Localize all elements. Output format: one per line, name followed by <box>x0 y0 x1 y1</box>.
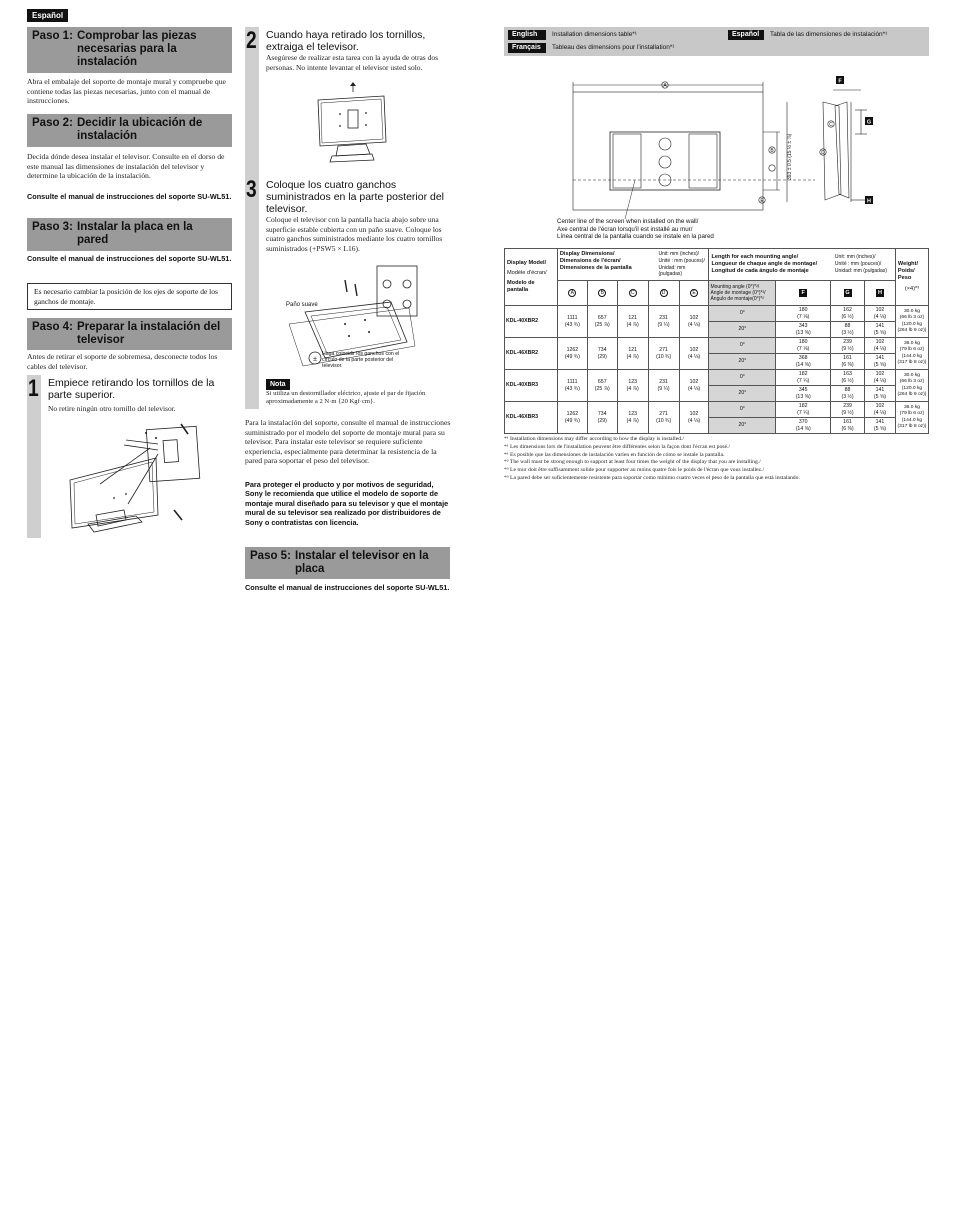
step1-body: No retire ningún otro tornillo del televisor. <box>48 404 176 413</box>
tab-espanol: Español <box>728 30 764 40</box>
length-cell-f: 370 (14 ⅝) <box>776 418 831 434</box>
step2-title: Cuando haya retirado los tornillos, extraiga el televisor. <box>266 29 426 53</box>
dim-letter-f: F <box>838 78 842 85</box>
sony-recommendation: Para proteger el producto y por motivos de seguridad, Sony le recomienda que utilice el modelo de soporte de montaje mural diseñado para su televisor y que el montaje mural de su televisor sea realizado por distribuidores de Sony o contratistas con licencia. <box>245 480 449 527</box>
french-table-title: Tableau des dimensions pour l'installation*¹ <box>552 44 675 51</box>
paso3-number: Paso 3: <box>32 221 73 233</box>
table-row <box>505 370 929 386</box>
weight-cell: 36.0 kg (79 lb 6 oz) (144.0 kg (317 lb 8 oz)) <box>895 402 928 434</box>
paso3-title: Instalar la placa en la pared <box>77 221 193 246</box>
length-cell-f: 180 (7 ⅛) <box>776 338 831 354</box>
paso4-number: Paso 4: <box>32 321 73 333</box>
model-cell: KDL-40XBR3 <box>505 370 558 402</box>
paso1-body: Abra el embalaje del soporte de montaje mural y compruebe que contiene todas las piezas necesarias, junto con el manual de instrucciones. <box>27 77 226 106</box>
paso4-title: Preparar la instalación del televisor <box>77 321 221 346</box>
length-cell-h: 141 (5 ⅝) <box>865 418 896 434</box>
col-letter-g: G <box>845 290 850 297</box>
length-cell-h: 141 (5 ⅝) <box>865 386 896 402</box>
col-letter-a: A <box>568 289 576 297</box>
angle-cell: 20° <box>709 354 776 370</box>
angle-cell: 20° <box>709 322 776 338</box>
steps-2-3-sidebar <box>245 27 259 409</box>
dim-letter-c: C <box>829 122 833 128</box>
paso1-number: Paso 1: <box>32 30 73 42</box>
length-cell-h: 102 (4 ⅛) <box>865 402 896 418</box>
center-line-caption <box>557 218 714 241</box>
header-display-dimensions: Unit: mm (inches)/ Unité : mm (pouces)/ Unidad: mm (pulgadas) Display Dimensions/ Dimensions de l'écran/ Dimensiones de la pantalla <box>557 249 709 281</box>
paso4-body: Antes de retirar el soporte de sobremesa, desconecte todos los cables del televisor. <box>27 352 218 371</box>
dim-cell-e: 102 (4 ⅛) <box>679 402 709 434</box>
length-cell-f: 368 (14 ⅝) <box>776 354 831 370</box>
dim-cell-c: 121 (4 ⅞) <box>617 338 648 370</box>
footnote: *² The wall must be strong enough to support at least four times the weight of the display that you are installing./ <box>504 459 761 466</box>
dim-cell-d: 271 (10 ¾) <box>648 402 679 434</box>
dim-cell-b: 657 (25 ⅞) <box>587 370 617 402</box>
model-cell: KDL-46XBR3 <box>505 402 558 434</box>
length-cell-h: 102 (4 ⅛) <box>865 306 896 322</box>
footnote: *¹ Les dimensions lors de l'installation peuvent être différentes selon la façon dont l'écran est posé./ <box>504 443 731 450</box>
length-cell-g: 161 (6 ⅜) <box>831 418 865 434</box>
paso1-title: Comprobar las piezas necesarias para la instalación <box>77 30 197 68</box>
language-tag: Español <box>27 9 68 22</box>
length-cell-f: 345 (13 ⅝) <box>776 386 831 402</box>
length-cell-h: 141 (5 ⅝) <box>865 322 896 338</box>
footnote: *¹ Es posible que las dimensiones de instalación varíen en función de cómo se instale la pantalla. <box>504 451 725 458</box>
angle-cell: 20° <box>709 386 776 402</box>
length-cell-g: 163 (6 ½) <box>831 370 865 386</box>
model-cell: KDL-40XBR2 <box>505 306 558 338</box>
header-mounting-angle: Mounting angle (0°)*²/ Angle de montage (0°)*²/ Ángulo de montaje(0°)*² <box>709 281 776 306</box>
step3-body: Coloque el televisor con la pantalla hacia abajo sobre una superficie estable cubierta con un paño suave. Coloque los cuatro ganchos suministrados mediante los cuatro tornillos suministrados (+PSW5 × L16). <box>266 215 443 253</box>
header-display-model: Display Model/ Modèle d'écran/ Modelo de pantalla <box>505 249 558 306</box>
step3-title: Coloque los cuatro ganchos suministrados en la parte posterior del televisor. <box>266 179 445 215</box>
dim-cell-d: 271 (10 ¾) <box>648 338 679 370</box>
length-cell-g: 239 (9 ½) <box>831 338 865 354</box>
tab-francais: Français <box>508 43 546 53</box>
dim-cell-e: 102 (4 ⅛) <box>679 370 709 402</box>
dim-letter-b: B <box>770 148 774 154</box>
paso2-body: Decida dónde desea instalar el televisor. Consulte en el dorso de este manual las dimensiones de instalación del televisor y determine la ubicación de la instalación. <box>27 152 225 181</box>
weight-cell: 36.0 kg (79 lb 6 oz) (144.0 kg (317 lb 8 oz)) <box>895 338 928 370</box>
dim-letter-e: E <box>760 198 764 204</box>
table-row <box>505 402 929 418</box>
footnote: *¹ Installation dimensions may differ according to how the display is installed./ <box>504 436 685 442</box>
paso2-heading <box>27 114 232 147</box>
installation-dimensions-diagram <box>555 72 885 222</box>
dim-cell-a: 1111 (43 ¾) <box>557 370 587 402</box>
dim-letter-a: A <box>663 83 667 89</box>
header-mounting-length: Unit: mm (inches)/ Unité : mm (pouces)/ Unidad: mm (pulgadas) Length for each mounting angle/ Longueur de chaque angle de montage/ Longitud de cada ángulo de montaje <box>709 249 895 281</box>
footnote: *³ Le mur doit être suffisamment solide pour supporter au moins quatre fois le poids de l'écran que vous installez./ <box>504 467 765 474</box>
paso2-title: Decidir la ubicación de instalación <box>77 117 203 142</box>
paso4-heading <box>27 318 232 350</box>
dim-cell-b: 657 (25 ⅞) <box>587 306 617 338</box>
paso5-number: Paso 5: <box>250 550 291 562</box>
step1-illustration <box>66 420 206 535</box>
length-cell-g: 162 (6 ½) <box>831 306 865 322</box>
length-cell-h: 141 (5 ⅝) <box>865 354 896 370</box>
dim-cell-e: 102 (4 ⅛) <box>679 338 709 370</box>
dim-cell-b: 734 (29) <box>587 402 617 434</box>
angle-cell: 0° <box>709 306 776 322</box>
installation-paragraph: Para la instalación del soporte, consulte el manual de instrucciones suministrado por el modelo del soporte de montaje mural para su televisor. Para instalar este televisor se requiere suficiente experiencia, especialmente para determinar la resistencia de la pared para soportar el peso del televisor. <box>245 418 451 466</box>
angle-cell: 0° <box>709 370 776 386</box>
installation-dimensions-table <box>504 248 929 434</box>
length-cell-f: 180 (7 ⅛) <box>776 306 831 322</box>
col-letter-h: H <box>876 289 884 297</box>
angle-cell: 20° <box>709 418 776 434</box>
length-cell-f: 343 (13 ⅝) <box>776 322 831 338</box>
table-row <box>505 306 929 322</box>
paso1-heading <box>27 27 232 73</box>
caption-line-es: Línea central de la pantalla cuando se instale en la pared <box>557 233 714 240</box>
weight-cell: 30.0 kg (66 lb 3 oz) (120.0 kg (264 lb 9 oz)) <box>895 370 928 402</box>
step1-number: 1 <box>28 375 39 402</box>
table-row <box>505 338 929 354</box>
spanish-table-title: Tabla de las dimensiones de instalación*¹ <box>770 31 888 38</box>
label-pano-suave: Paño suave <box>286 302 318 308</box>
paso5-title: Instalar el televisor en la placa <box>295 550 429 575</box>
dim-letter-g: G <box>866 119 872 126</box>
length-cell-g: 161 (6 ⅜) <box>831 354 865 370</box>
paso5-reference: Consulte el manual de instrucciones del soporte SU-WL51. <box>245 583 450 592</box>
col-letter-b: B <box>598 289 606 297</box>
col-letter-c: C <box>629 289 637 297</box>
angle-cell: 0° <box>709 402 776 418</box>
nota-body: Si utiliza un destornillador eléctrico, ajuste el par de fijación aproximadamente a 2 N·m {20 Kgf·cm}. <box>266 390 426 406</box>
dim-cell-e: 102 (4 ⅛) <box>679 306 709 338</box>
dim-cell-a: 1111 (43 ¾) <box>557 306 587 338</box>
dim-cell-c: 123 (4 ⅞) <box>617 402 648 434</box>
paso5-heading <box>245 547 450 579</box>
caption-line-fr: Axe central de l'écran lorsqu'il est installé au mur/ <box>557 225 693 233</box>
caption-line-en: Center line of the screen when installed on the wall/ <box>557 218 699 225</box>
dim-letter-d: D <box>821 150 825 156</box>
weight-cell: 30.0 kg (66 lb 3 oz) (120.0 kg (264 lb 9 oz)) <box>895 306 928 338</box>
english-table-title: Installation dimensions table*¹ <box>552 31 637 38</box>
label-hooks-circle: Haga coincidir los ganchos con el círculo de la parte posterior del televisor. <box>322 351 400 369</box>
model-cell: KDL-46XBR2 <box>505 338 558 370</box>
footnote: *³ La pared debe ser suficientemente resistente para soportar como mínimo cuatro veces el peso de la pantalla que está instalando. <box>504 475 800 481</box>
dim-cell-d: 231 (9 ¼) <box>648 306 679 338</box>
nota-tag: Nota <box>266 379 290 390</box>
step2-number: 2 <box>246 27 257 54</box>
length-cell-f: 182 (7 ¼) <box>776 370 831 386</box>
dim-cell-a: 1262 (49 ¾) <box>557 338 587 370</box>
dim-cell-c: 123 (4 ⅞) <box>617 370 648 402</box>
paso3-heading <box>27 218 232 251</box>
svg-text:±: ± <box>313 356 317 363</box>
length-cell-g: 88 (3 ½) <box>831 386 865 402</box>
step2-illustration <box>312 82 392 164</box>
dim-letter-h: H <box>867 198 871 205</box>
length-cell-f: 182 (7 ¼) <box>776 402 831 418</box>
length-cell-h: 102 (4 ⅛) <box>865 338 896 354</box>
col-letter-f: F <box>799 289 807 297</box>
paso2-number: Paso 2: <box>32 117 73 129</box>
step3-number: 3 <box>246 176 257 203</box>
paso3-note-box: Es necesario cambiar la posición de los ejes de soporte de los ganchos de montaje. <box>27 283 232 310</box>
step1-title: Empiece retirando los tornillos de la parte superior. <box>48 377 215 401</box>
col-letter-e: E <box>690 289 698 297</box>
header-weight: Weight/ Poids/ Peso (×4)*³ <box>895 249 928 306</box>
dim-cell-b: 734 (29) <box>587 338 617 370</box>
paso2-reference: Consulte el manual de instrucciones del soporte SU-WL51. <box>27 192 232 201</box>
dim-cell-a: 1262 (49 ¾) <box>557 402 587 434</box>
angle-cell: 0° <box>709 338 776 354</box>
length-cell-g: 88 (3 ½) <box>831 322 865 338</box>
dim-cell-d: 231 (9 ¼) <box>648 370 679 402</box>
tab-english: English <box>508 30 546 40</box>
paso3-reference: Consulte el manual de instrucciones del soporte SU-WL51. <box>27 254 232 263</box>
table-body <box>505 306 929 434</box>
col-letter-d: D <box>660 289 668 297</box>
length-cell-h: 102 (4 ⅛) <box>865 370 896 386</box>
length-cell-g: 239 (9 ½) <box>831 402 865 418</box>
step2-body: Asegúrese de realizar esta tarea con la ayuda de otras dos personas. No intente levantar el televisor usted solo. <box>266 53 438 72</box>
dim-cell-c: 121 (4 ⅞) <box>617 306 648 338</box>
vertical-dimension-393: 393 ± 0.5 (15 ½ ± ⅞) <box>787 133 793 180</box>
